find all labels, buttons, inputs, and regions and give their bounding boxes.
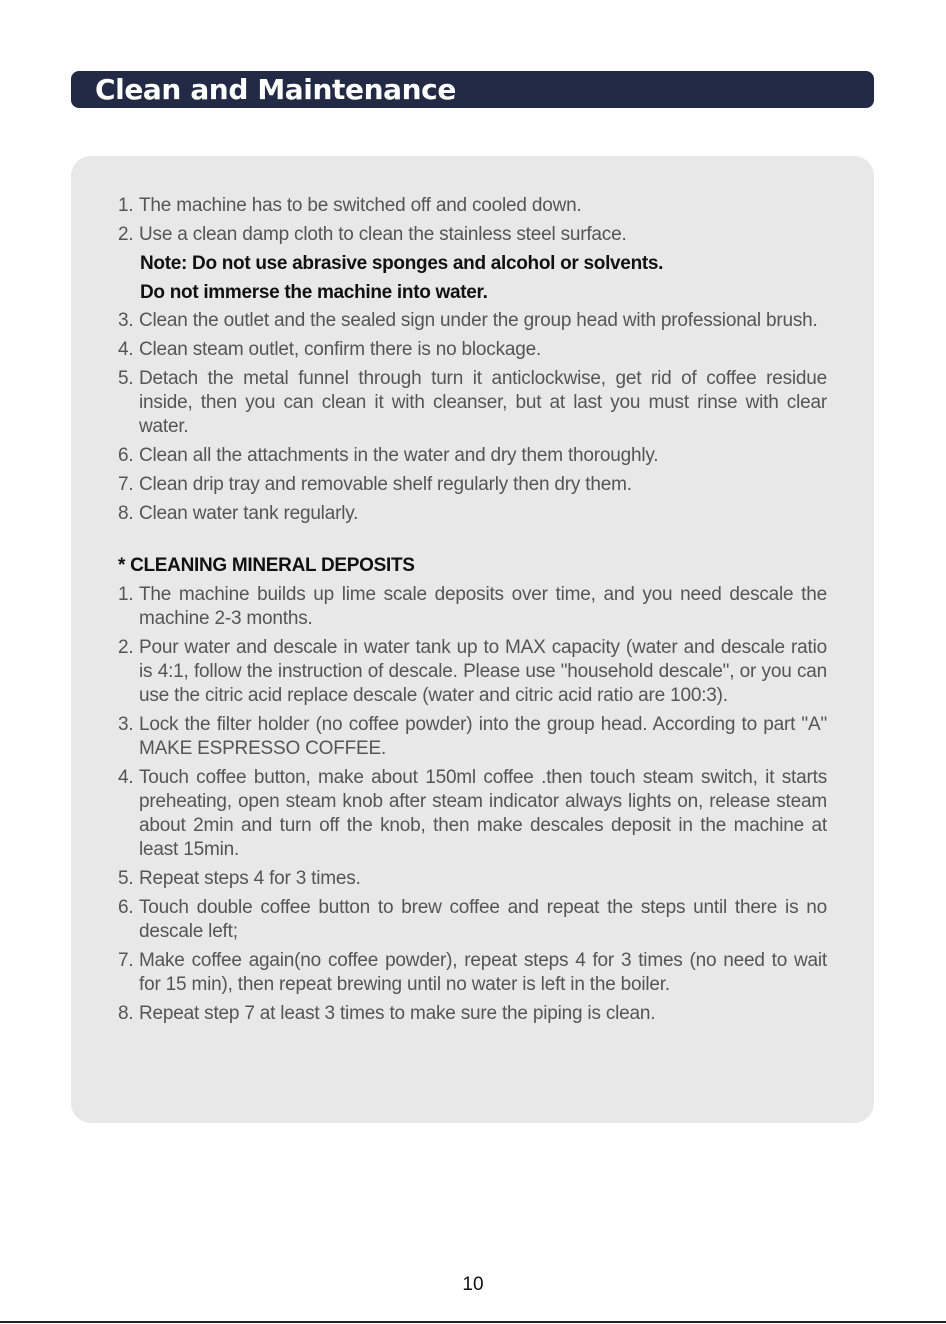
mineral-deposits-heading: * CLEANING MINERAL DEPOSITS [118, 555, 415, 576]
bottom-divider [0, 1321, 946, 1323]
maintenance-step-4 [118, 338, 827, 362]
mineral-step-6 [118, 896, 827, 944]
step-number: 3. [118, 310, 134, 331]
section-title-bar [71, 71, 874, 108]
step-number: 6. [118, 445, 134, 466]
step-text: Pour water and descale in water tank up to MAX capacity (water and descale ratio is 4:1, follow the instruction of descale. Please use "household descale", or you can use the citric acid replace descale (water and citric acid ratio are 100:3). [139, 637, 827, 706]
step-text: Clean drip tray and removable shelf regularly then dry them. [139, 474, 632, 495]
step-number: 2. [118, 637, 134, 658]
maintenance-step-1 [118, 194, 827, 218]
step-text: Touch double coffee button to brew coffee and repeat the steps until there is no descale left; [139, 897, 827, 942]
maintenance-step-8 [118, 502, 827, 526]
mineral-step-3 [118, 713, 827, 761]
step-text: Clean steam outlet, confirm there is no blockage. [139, 339, 542, 360]
note-immerse: Do not immerse the machine into water. [140, 282, 488, 303]
step-number: 7. [118, 950, 134, 971]
step-text: Use a clean damp cloth to clean the stainless steel surface. [139, 224, 627, 245]
step-text: Detach the metal funnel through turn it anticlockwise, get rid of coffee residue inside, then you can clean it with cleanser, but at last you must rinse with clear water. [139, 368, 827, 437]
page-number: 10 [462, 1274, 484, 1295]
maintenance-step-2 [118, 223, 827, 247]
mineral-step-2 [118, 636, 827, 708]
step-number: 1. [118, 195, 134, 216]
step-number: 8. [118, 503, 134, 524]
step-text: The machine has to be switched off and cooled down. [139, 195, 582, 216]
step-text: Touch coffee button, make about 150ml coffee .then touch steam switch, it starts preheating, open steam knob after steam indicator always lights on, release steam about 2min and turn off the knob, then make descales deposit in the machine at least 15min. [139, 767, 827, 860]
maintenance-steps-list [118, 194, 827, 247]
step-text: Clean all the attachments in the water and dry them thoroughly. [139, 445, 659, 466]
step-number: 2. [118, 224, 134, 245]
step-number: 5. [118, 868, 134, 889]
step-number: 1. [118, 584, 134, 605]
maintenance-step-6 [118, 444, 827, 468]
step-text: Repeat step 7 at least 3 times to make sure the piping is clean. [139, 1003, 656, 1024]
mineral-step-8 [118, 1002, 827, 1026]
step-number: 5. [118, 368, 134, 389]
step-text: Clean water tank regularly. [139, 503, 359, 524]
step-number: 4. [118, 339, 134, 360]
mineral-steps-list [118, 583, 827, 1026]
maintenance-steps-list-cont [118, 309, 827, 526]
mineral-step-7 [118, 949, 827, 997]
maintenance-step-3 [118, 309, 827, 333]
instructions-panel [71, 156, 874, 1123]
step-number: 7. [118, 474, 134, 495]
step-text: Repeat steps 4 for 3 times. [139, 868, 361, 889]
maintenance-step-5 [118, 367, 827, 439]
note-abrasive: Note: Do not use abrasive sponges and alcohol or solvents. [140, 253, 664, 274]
step-number: 3. [118, 714, 134, 735]
maintenance-step-7 [118, 473, 827, 497]
step-text: Make coffee again(no coffee powder), repeat steps 4 for 3 times (no need to wait for 15 min), then repeat brewing until no water is left in the boiler. [139, 950, 827, 995]
step-text: Clean the outlet and the sealed sign under the group head with professional brush. [139, 310, 818, 331]
step-text: Lock the filter holder (no coffee powder) into the group head. According to part "A" MAKE ESPRESSO COFFEE. [139, 714, 827, 759]
mineral-step-5 [118, 867, 827, 891]
instructions-content [118, 194, 827, 1031]
step-text: The machine builds up lime scale deposits over time, and you need descale the machine 2-3 months. [139, 584, 827, 629]
page-title: Clean and Maintenance [95, 73, 456, 106]
step-number: 8. [118, 1003, 134, 1024]
mineral-step-1 [118, 583, 827, 631]
step-number: 4. [118, 767, 134, 788]
step-number: 6. [118, 897, 134, 918]
mineral-step-4 [118, 766, 827, 862]
